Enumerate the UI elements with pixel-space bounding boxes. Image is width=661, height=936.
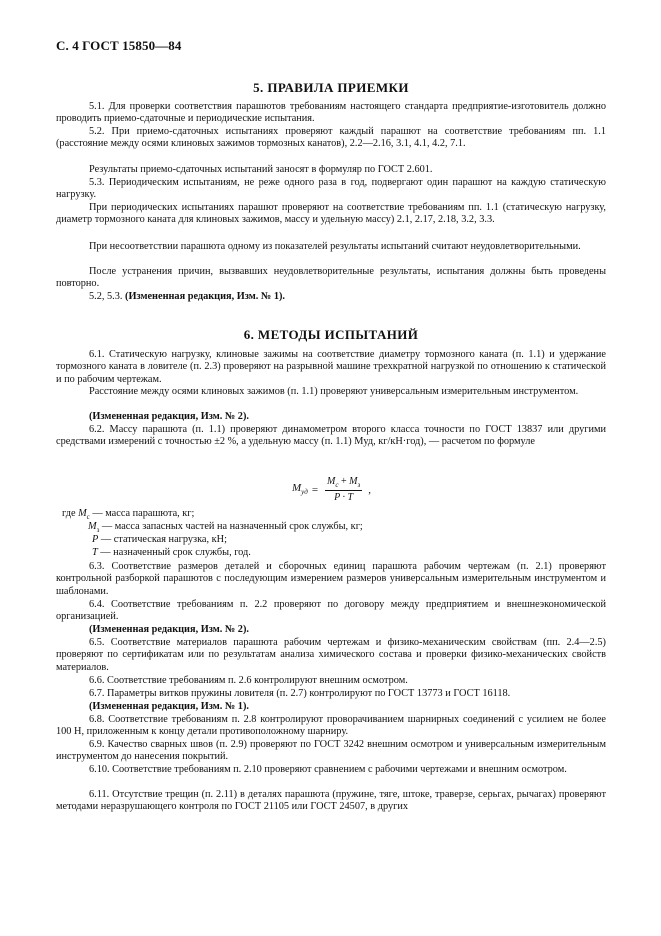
paragraph-5-3: 5.3. Периодическим испытаниям, не реже одного раза в год, подвергают один парашют на каждую статическую нагрузку.	[56, 177, 606, 201]
paragraph-6-3: 6.3. Соответствие размеров деталей и сборочных единиц парашюта рабочим чертежам (п. 2.1) проверяют контрольной разборкой парашютов с последующим измерением размеров универсальным измерительным инструментом и шаблонами.	[56, 561, 606, 597]
amendment-note: (Измененная редакция, Изм. № 1).	[125, 291, 285, 302]
legend-item: P — статическая нагрузка, кН;	[92, 534, 227, 545]
paragraph-6-8: 6.8. Соответствие требованиям п. 2.8 контролируют проворачиванием шарнирных соединений с усилием не более 100 Н, приложенным к концу детали противоположному шарниру.	[56, 714, 606, 738]
paragraph-6-5: 6.5. Соответствие материалов парашюта рабочим чертежам и физико-механическим свойствам (пп. 2.4—2.5) проверяют по сертификатам или по результатам анализа химического состава и проверки физико-механических свойств материалов.	[56, 637, 606, 673]
formula-numerator: $M_c + M_з$	[327, 476, 361, 489]
paragraph-6-6: 6.6. Соответствие требованиям п. 2.6 контролируют внешним осмотром.	[89, 675, 408, 686]
paragraph-5-3-nonconformity: При несоответствии парашюта одному из показателей результаты испытаний считают неудовлетворительными.	[89, 241, 581, 252]
legend-item: $M_з$ — масса запасных частей на назначенный срок службы, кг;	[88, 521, 363, 535]
amendment-note: (Измененная редакция, Изм. № 2).	[89, 624, 249, 635]
paragraph-5-amendment	[56, 291, 606, 303]
amendment-ref: 5.2, 5.3.	[89, 291, 126, 302]
formula-lhs: $M_{уд}$	[292, 482, 308, 497]
amendment-note: (Измененная редакция, Изм. № 1).	[89, 701, 249, 712]
paragraph-6-4: 6.4. Соответствие требованиям п. 2.2 проверяют по договору между предприятием и внешнеэкономической организацией.	[56, 599, 606, 623]
amendment-note: (Измененная редакция, Изм. № 2).	[89, 411, 249, 422]
paragraph-5-3-periodic: При периодических испытаниях парашют проверяют на соответствие требованиям пп. 1.1 (статическую нагрузку, диаметр тормозного каната для клиновых зажимов, массу и удельную массу) 2.1, 2.17, 2.18, 3.2, 3.3.	[56, 202, 606, 226]
paragraph-6-10: 6.10. Соответствие требованиям п. 2.10 проверяют сравнением с рабочими чертежами и внешним осмотром.	[89, 764, 567, 775]
formula-tail: ,	[368, 483, 371, 496]
section-6-title: 6. МЕТОДЫ ИСПЫТАНИЙ	[243, 327, 419, 342]
paragraph-6-1: 6.1. Статическую нагрузку, клиновые зажимы на соответствие диаметру тормозного каната (п. 1.1) и удержание тормозного каната в ловителе (п. 2.3) проверяют на разрывной машине трехкратной нагрузкой по отношению к статической и по рабочим чертежам.	[56, 349, 606, 385]
paragraph-6-1-distance: Расстояние между осями клиновых зажимов (п. 1.1) проверяют универсальным измерительным инструментом.	[89, 386, 579, 397]
specific-mass-formula	[292, 476, 371, 503]
formula-fraction	[325, 476, 362, 503]
paragraph-5-1: 5.1. Для проверки соответствия парашютов требованиям настоящего стандарта предприятие-изготовитель должно проводить приемо-сдаточные и периодические испытания.	[56, 101, 606, 125]
paragraph-6-9: 6.9. Качество сварных швов (п. 2.9) проверяют по ГОСТ 3242 внешним осмотром и универсальным измерительным инструментом до нанесения покрытий.	[56, 739, 606, 763]
paragraph-6-2: 6.2. Массу парашюта (п. 1.1) проверяют динамометром второго класса точности по ГОСТ 13837 или другими средствами измерений с точностью ±2 %, а удельную массу (п. 1.1) Mуд, кг/кН·год), — расчетом по формуле	[56, 424, 606, 448]
formula-denominator: P · T	[334, 492, 354, 503]
paragraph-5-2-results: Результаты приемо-сдаточных испытаний заносят в формуляр по ГОСТ 2.601.	[89, 164, 433, 175]
formula-equals: =	[311, 483, 319, 496]
legend-item: где $M_c$ — масса парашюта, кг;	[62, 508, 195, 522]
paragraph-6-11: 6.11. Отсутствие трещин (п. 2.11) в деталях парашюта (пружине, тяге, штоке, траверзе, серьгах, рычагах) проверяют методами неразрушающего контроля по ГОСТ 21105 или ГОСТ 24507, в других	[56, 789, 606, 813]
section-5-title: 5. ПРАВИЛА ПРИЕМКИ	[253, 80, 409, 95]
paragraph-5-3-repeat: После устранения причин, вызвавших неудовлетворительные результаты, испытания должны быть проведены повторно.	[56, 266, 606, 290]
paragraph-5-2: 5.2. При приемо-сдаточных испытаниях проверяют каждый парашют на соответствие требованиям пп. 1.1 (расстояние между осями клиновых зажимов тормозных канатов), 2.2—2.16, 3.1, 4.1, 4.2, 7.1.	[56, 126, 606, 150]
page-header: С. 4 ГОСТ 15850—84	[56, 38, 182, 53]
paragraph-6-7: 6.7. Параметры витков пружины ловителя (п. 2.7) контролируют по ГОСТ 13773 и ГОСТ 16118.	[89, 688, 511, 699]
legend-item: T — назначенный срок службы, год.	[92, 547, 251, 558]
